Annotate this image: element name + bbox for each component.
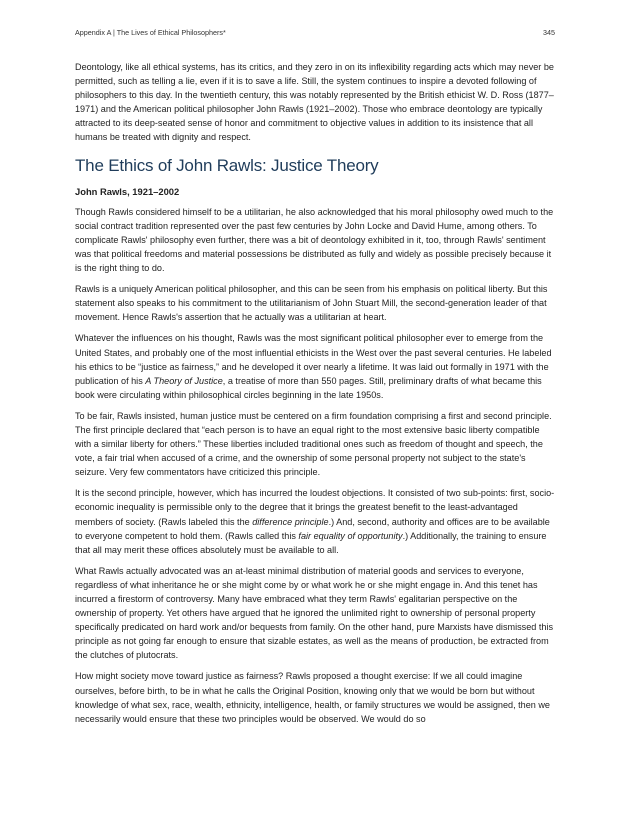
paragraph-7: How might society move toward justice as fairness? Rawls proposed a thought exercise: If we all could imagine ourselves, before birth, to be in what he calls the Original Position, knowing only that we would be born but without knowledge of what sex, race, wealth, ethnicity, intelligence, health, or family structures we would be assigned, then we necessarily would ensure that these two principles would be observed. We would do so [75, 671, 550, 724]
paragraph-3-text-a: Whatever the influences on his thought, Rawls was the most significant political philosopher ever to emerge from the United States, and probably one of the most influential ethicists in the West over the past several centuries. He labeled his ethics to be “justice as fairness,” and he developed it over nearly a lifetime. It was laid out formally in 1971 with the publication of his [75, 333, 552, 386]
paragraph-5-text-b: .) And, second, authority and offices are to be available to everyone competent to hold them. (Rawls called this [75, 516, 550, 541]
page-number: 345 [543, 28, 555, 37]
term-difference-principle: difference principle [252, 516, 329, 527]
paragraph-6: What Rawls actually advocated was an at-least minimal distribution of material goods and services to everyone, regardless of what inheritance he or she might come by or what work he or she might engage in. And this tenet has incurred a firestorm of controversy. Many have embraced what they term Rawls' egalitarian perspective on the ownership of property. Yet others have argued that he ignored the unlimited right to ownership of personal property specifically predicated on hard work and/or bequests from family. On the other hand, pure Marxists have dismissed this principle as not going far enough to ensure that sizable estates, as well as the means of production, be extracted from the clutches of plutocrats. [75, 565, 553, 661]
paragraph-3-text-b: , a treatise of more than 550 pages. Still, preliminary drafts of what became this book were circulating within philosophical circles beginning in the late 1950s. [75, 375, 542, 400]
paragraph-5-text-a: It is the second principle, however, which has incurred the loudest objections. It consisted of two sub-points: first, socio-economic inequality is permissible only to the degree that it brings the greatest benefit to the least-advantaged members of society. (Rawls labeled this the [75, 488, 555, 527]
intro-paragraph: Deontology, like all ethical systems, has its critics, and they zero in on its inflexibility regarding acts which may never be permitted, such as telling a lie, even if it is to save a life. Still, the system continues to inspire a devoted following of philosophers to this day. In the twentieth century, this was notably represented by the British ethicist W. D. Ross (1877–1971) and the American political philosopher John Rawls (1921–2002). Those who embrace deontology are typically attracted to its deep-seated sense of honor and commitment to objective values in addition to its insistence that all humans be treated with dignity and respect. [75, 62, 554, 143]
term-fair-equality: fair equality of opportunity [298, 530, 403, 541]
paragraph-1: Though Rawls considered himself to be a utilitarian, he also acknowledged that his moral philosophy owed much to the social contract tradition represented over the past few centuries by John Locke and David Hume, among others. To complicate Rawls' philosophy even further, there was a bit of deontology exhibited in it, too, through Rawls' sentiment was that political freedoms and material possessions be distributed as fully and widely as possible precisely because it is the right thing to do. [75, 206, 554, 274]
section-title: The Ethics of John Rawls: Justice Theory [75, 155, 379, 175]
book-title: A Theory of Justice [145, 375, 223, 386]
section-subhead: John Rawls, 1921–2002 [75, 185, 180, 197]
header-title: Appendix A | The Lives of Ethical Philosophers* [75, 28, 226, 37]
paragraph-5 [75, 486, 557, 556]
paragraph-2: Rawls is a uniquely American political philosopher, and this can be seen from his emphasis on political liberty. But this statement also speaks to his commitment to the utilitarianism of John Stuart Mill, the second-generation leader of that movement. Hence Rawls's assertion that he actually was a utilitarian at heart. [75, 284, 548, 323]
paragraph-4: To be fair, Rawls insisted, human justice must be centered on a firm foundation comprising a first and second principle. The first principle declared that “each person is to have an equal right to the most extensive basic liberty compatible with a similar liberty for others.” These liberties included traditional ones such as freedom of thought and speech, the vote, a fair trial when accused of a crime, and the ownership of some personal property not subject to the state's seizure. Very few commentators have criticized this principle. [75, 410, 552, 478]
running-header [75, 28, 555, 37]
paragraph-5-text-c: .) Additionally, the training to ensure that all may merit these offices absolutely must be available to all. [75, 530, 547, 555]
paragraph-3 [75, 331, 557, 401]
page-body [75, 60, 557, 733]
